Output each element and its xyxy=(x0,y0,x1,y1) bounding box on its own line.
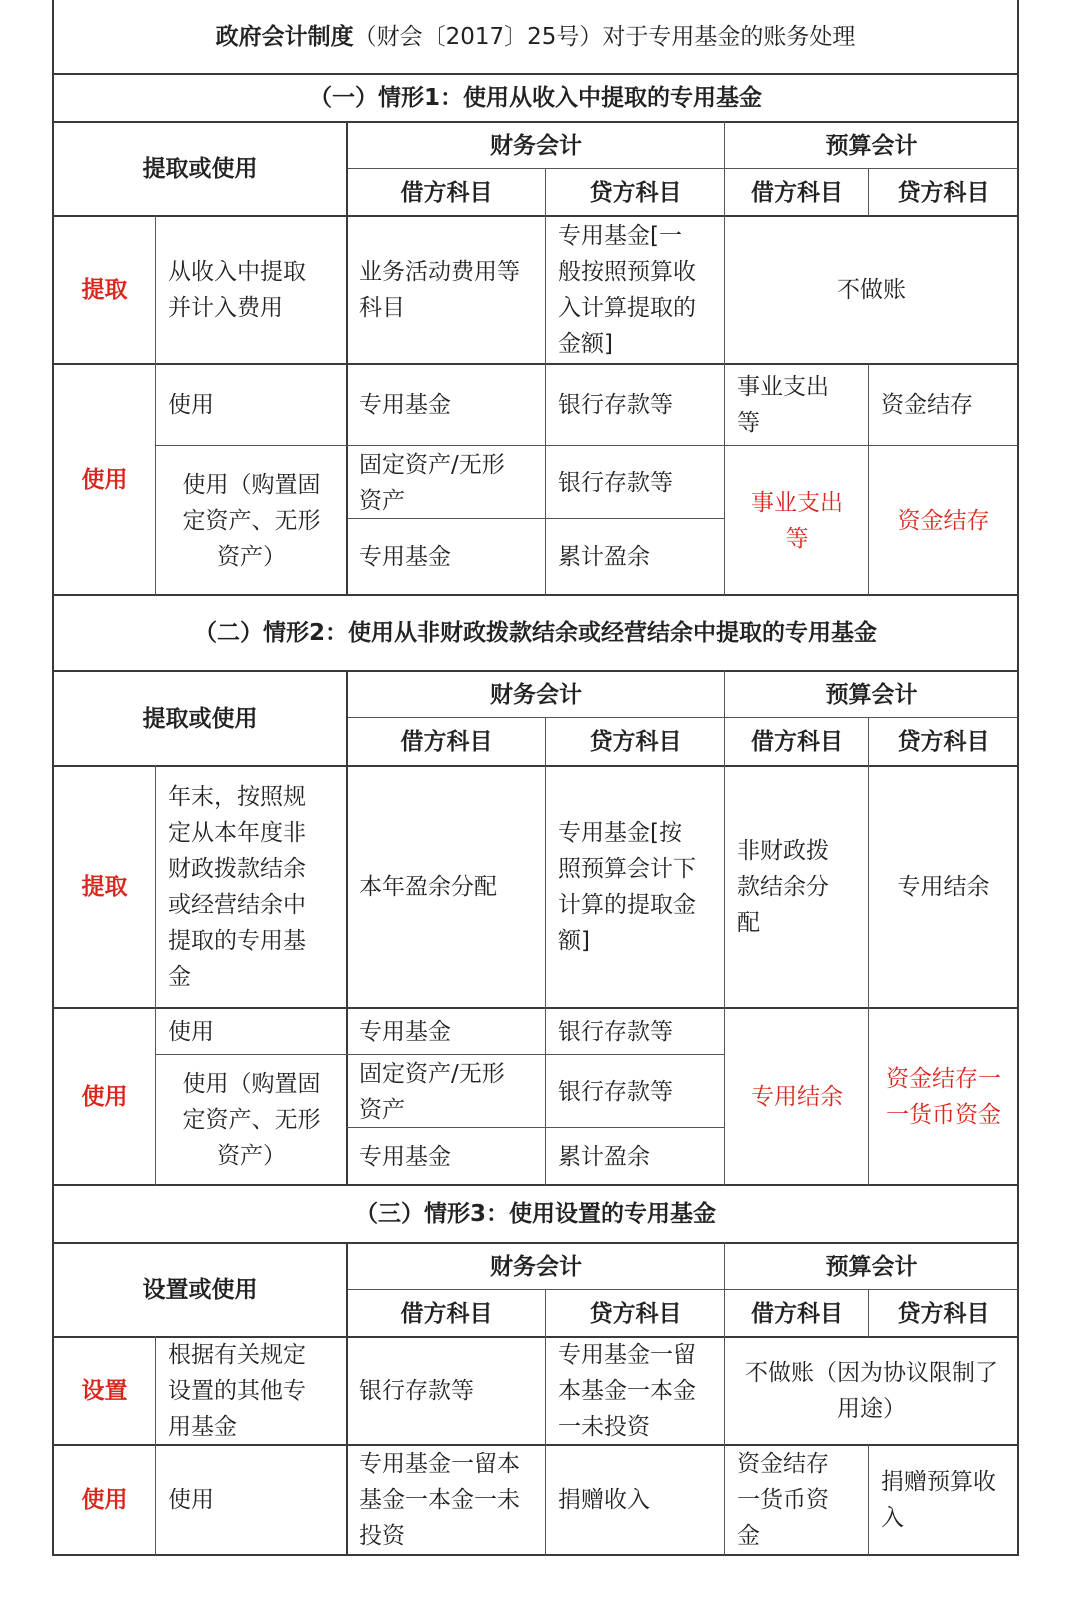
rule xyxy=(52,670,1019,672)
rule xyxy=(155,215,156,595)
rule xyxy=(52,1007,1019,1009)
s2-r3a-fin-debit: 固定资产/无形 资产 xyxy=(359,1060,505,1123)
rule xyxy=(52,594,1019,596)
s1-r3-bud-credit: 资金结存 xyxy=(897,507,990,534)
rule xyxy=(545,168,546,595)
s1-r2-description: 使用 xyxy=(168,392,214,418)
rule xyxy=(156,1054,725,1055)
s1-budget-accounting-header: 预算会计 xyxy=(825,132,918,159)
s1-r3b-fin-debit: 专用基金 xyxy=(359,544,451,570)
s2-fin-debit-header: 借方科目 xyxy=(400,729,493,755)
s1-fin-debit-header: 借方科目 xyxy=(400,179,493,206)
s2-r1-description: 年末，按照规 定从本年度非 财政拨款结余 或经营结余中 提取的专用基 金 xyxy=(168,784,306,990)
rule xyxy=(868,1289,869,1337)
s1-r2-fin-debit: 专用基金 xyxy=(359,392,451,418)
s1-r3-bud-debit: 事业支出 等 xyxy=(751,489,843,552)
s3-fin-credit-header: 贷方科目 xyxy=(589,1300,682,1327)
s1-r3a-fin-debit: 固定资产/无形 资产 xyxy=(359,451,505,514)
rule xyxy=(724,121,725,595)
s1-bud-credit-header: 贷方科目 xyxy=(897,179,990,206)
rule xyxy=(868,364,869,595)
s3-group-setup: 设置 xyxy=(81,1378,128,1404)
rule xyxy=(545,1289,546,1555)
s1-r2-bud-debit: 事业支出 等 xyxy=(737,374,829,436)
s2-bud-credit-header: 贷方科目 xyxy=(897,729,990,755)
s2-r3a-fin-credit: 银行存款等 xyxy=(558,1078,673,1105)
title-suffix: （财会〔2017〕25号）对于专用基金的账务处理 xyxy=(353,24,856,50)
s3-r2-fin-debit: 专用基金一留本 基金一本金一未 投资 xyxy=(359,1451,520,1549)
s3-bud-credit-header: 贷方科目 xyxy=(897,1300,990,1327)
s1-r1-description: 从收入中提取 并计入费用 xyxy=(168,259,306,321)
rule xyxy=(52,215,1019,217)
s2-r2-description: 使用 xyxy=(168,1018,214,1045)
border-left xyxy=(52,0,54,1555)
rule xyxy=(346,670,348,1185)
section-2-heading: （二）情形2：使用从非财政拨款结余或经营结余中提取的专用基金 xyxy=(193,620,877,646)
s2-r1-bud-credit: 专用结余 xyxy=(897,874,990,900)
s2-use-bud-credit: 资金结存一 一货币资金 xyxy=(886,1065,1001,1128)
rule xyxy=(868,717,869,1185)
s1-fin-credit-header: 贷方科目 xyxy=(589,179,682,206)
rule xyxy=(724,670,725,1185)
s3-r1-budget-entry: 不做账（因为协议限制了 用途） xyxy=(745,1360,998,1422)
s1-r1-budget-entry: 不做账 xyxy=(837,277,906,303)
s3-financial-accounting-header: 财务会计 xyxy=(490,1253,582,1280)
rule xyxy=(347,1127,725,1128)
s1-r2-fin-credit: 银行存款等 xyxy=(558,392,673,418)
rule xyxy=(347,518,725,519)
s3-budget-accounting-header: 预算会计 xyxy=(825,1253,918,1280)
rule xyxy=(52,1444,1019,1446)
s1-r3-description: 使用（购置固 定资产、无形 资产） xyxy=(182,471,321,570)
s2-financial-accounting-header: 财务会计 xyxy=(490,681,582,708)
s3-r1-fin-credit: 专用基金一留 本基金一本金 一未投资 xyxy=(558,1342,696,1440)
s1-group-use: 使用 xyxy=(81,466,128,493)
rule xyxy=(52,1242,1019,1244)
rule xyxy=(52,765,1019,767)
s3-r2-bud-credit: 捐赠预算收 入 xyxy=(881,1469,996,1531)
s1-r3a-fin-credit: 银行存款等 xyxy=(558,469,673,496)
s1-row-label-header: 提取或使用 xyxy=(142,156,258,182)
rule xyxy=(156,445,1018,446)
rule xyxy=(347,1289,1018,1290)
s2-r2-fin-debit: 专用基金 xyxy=(359,1018,451,1045)
rule xyxy=(155,1336,156,1555)
s2-use-bud-debit: 专用结余 xyxy=(751,1083,843,1110)
rule xyxy=(52,73,1019,75)
s3-group-use: 使用 xyxy=(81,1487,128,1513)
rule xyxy=(52,121,1019,123)
s2-r3-description: 使用（购置固 定资产、无形 资产） xyxy=(182,1071,321,1169)
section-3-heading: （三）情形3：使用设置的专用基金 xyxy=(354,1201,716,1227)
rule xyxy=(155,765,156,1185)
s1-bud-debit-header: 借方科目 xyxy=(751,179,843,206)
s3-fin-debit-header: 借方科目 xyxy=(400,1300,493,1327)
s2-r3b-fin-debit: 专用基金 xyxy=(359,1143,451,1170)
document-title xyxy=(53,0,1018,74)
s3-bud-debit-header: 借方科目 xyxy=(751,1300,843,1327)
rule xyxy=(52,363,1019,365)
s2-r1-fin-debit: 本年盈余分配 xyxy=(359,874,497,900)
rule xyxy=(52,1336,1019,1338)
s1-r1-fin-credit: 专用基金[一 般按照预算收 入计算提取的 金额] xyxy=(558,223,696,357)
s3-r1-description: 根据有关规定 设置的其他专 用基金 xyxy=(168,1342,306,1440)
rule xyxy=(868,168,869,216)
s1-r1-fin-debit: 业务活动费用等 科目 xyxy=(359,259,520,321)
s1-financial-accounting-header: 财务会计 xyxy=(490,132,582,159)
s2-group-extract: 提取 xyxy=(81,874,128,900)
s3-row-label-header: 设置或使用 xyxy=(142,1277,258,1303)
s1-group-extract: 提取 xyxy=(81,277,128,303)
rule xyxy=(545,717,546,1185)
s2-bud-debit-header: 借方科目 xyxy=(751,729,843,755)
s2-r1-bud-debit: 非财政拨 款结余分 配 xyxy=(737,838,829,936)
s2-row-label-header: 提取或使用 xyxy=(142,705,258,732)
s3-r2-description: 使用 xyxy=(168,1487,214,1513)
s2-fin-credit-header: 贷方科目 xyxy=(589,729,682,755)
s2-budget-accounting-header: 预算会计 xyxy=(825,681,918,708)
border-right xyxy=(1017,0,1019,1555)
rule xyxy=(52,1184,1019,1186)
s1-r3b-fin-credit: 累计盈余 xyxy=(558,544,650,570)
rule xyxy=(346,121,348,595)
s1-r2-bud-credit: 资金结存 xyxy=(881,392,973,418)
rule xyxy=(347,717,1018,718)
rule xyxy=(868,1445,869,1555)
s3-r1-fin-debit: 银行存款等 xyxy=(359,1378,474,1404)
rule xyxy=(724,1242,725,1555)
rule xyxy=(52,1554,1019,1556)
s2-r2-fin-credit: 银行存款等 xyxy=(558,1018,673,1045)
rule xyxy=(346,1242,348,1555)
section-1-heading: （一）情形1：使用从收入中提取的专用基金 xyxy=(308,85,762,111)
rule xyxy=(347,168,1018,169)
title-prefix: 政府会计制度 xyxy=(215,24,354,50)
s2-group-use: 使用 xyxy=(81,1083,128,1110)
s3-r2-bud-debit: 资金结存 一货币资 金 xyxy=(737,1451,829,1549)
s2-r1-fin-credit: 专用基金[按 照预算会计下 计算的提取金 额] xyxy=(558,820,696,954)
s3-r2-fin-credit: 捐赠收入 xyxy=(558,1487,650,1513)
s2-r3b-fin-credit: 累计盈余 xyxy=(558,1143,650,1170)
